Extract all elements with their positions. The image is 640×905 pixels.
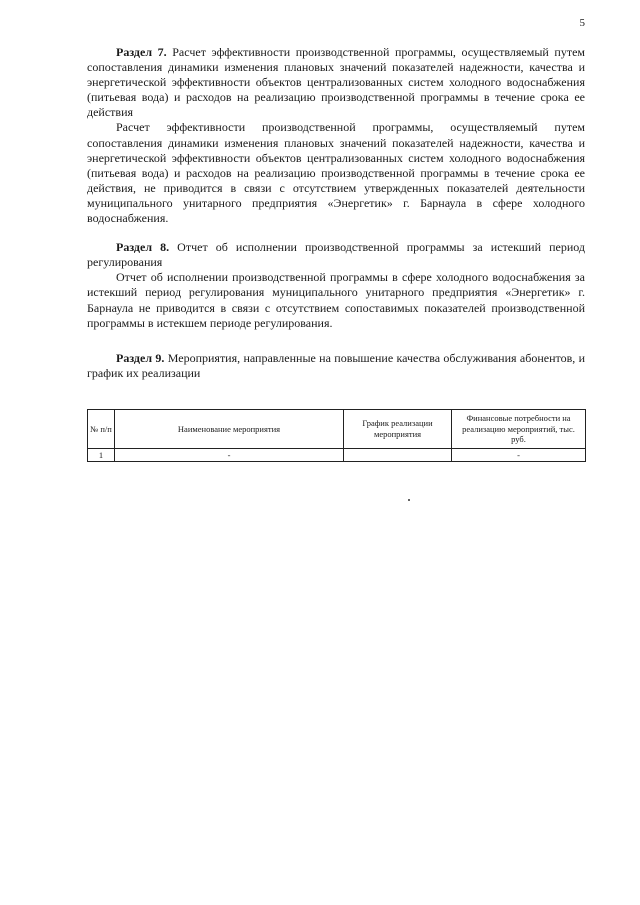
- table-header-row: [88, 409, 586, 448]
- section-7-body: Расчет эффективности производственной программы, осуществляемый путем сопоставления динамики изменения плановых значений показателей надежности, качества и энергетической эффективности объектов централизованных систем холодного водоснабжения (питьевая вода) и расходов на реализацию производственной программы в течение срока ее действия, не приводится в связи с отсутствием утвержденных показателей деятельности муниципального унитарного предприятия «Энергетик» г. Барнаула в сфере холодного водоснабжения.: [87, 120, 585, 226]
- section-9-label: Раздел 9.: [116, 350, 165, 365]
- cell-finance: -: [452, 448, 586, 462]
- document-content: [87, 45, 585, 462]
- section-8-label: Раздел 8.: [116, 240, 170, 255]
- section-7-heading-text: Расчет эффективности производственной программы, осуществляемый путем сопоставления динамики изменения плановых значений показателей надежности, качества и энергетической эффективности объектов централизованных систем холодного водоснабжения (питьевая вода) и расходов на реализацию производственной программы в течение срока ее действия: [87, 45, 585, 120]
- cell-name: -: [115, 448, 344, 462]
- section-9-heading-text: Мероприятия, направленные на повышение качества обслуживания абонентов, и график их реализации: [87, 350, 585, 380]
- header-schedule: График реализации мероприятия: [344, 409, 452, 448]
- table-row: [88, 448, 586, 462]
- section-8-heading: [87, 240, 585, 270]
- section-7-heading: [87, 45, 585, 120]
- scan-speck: [408, 499, 410, 501]
- section-8-heading-text: Отчет об исполнении производственной программы за истекший период регулирования: [87, 240, 585, 270]
- section-7-label: Раздел 7.: [116, 45, 167, 59]
- section-9-heading: [87, 351, 585, 381]
- header-num: № п/п: [88, 409, 115, 448]
- page-number: 5: [579, 17, 585, 29]
- section-8-body: Отчет об исполнении производственной программы в сфере холодного водоснабжения за истекший период регулирования муниципального унитарного предприятия «Энергетик» г. Барнаула не приводится в связи с отсутствием сопоставимых показателей производственной программы в истекшем периоде регулирования.: [87, 270, 585, 330]
- measures-table: [87, 409, 586, 463]
- cell-schedule: [344, 448, 452, 462]
- header-finance: Финансовые потребности на реализацию мероприятий, тыс. руб.: [452, 409, 586, 448]
- header-name: Наименование мероприятия: [115, 409, 344, 448]
- cell-num: 1: [88, 448, 115, 462]
